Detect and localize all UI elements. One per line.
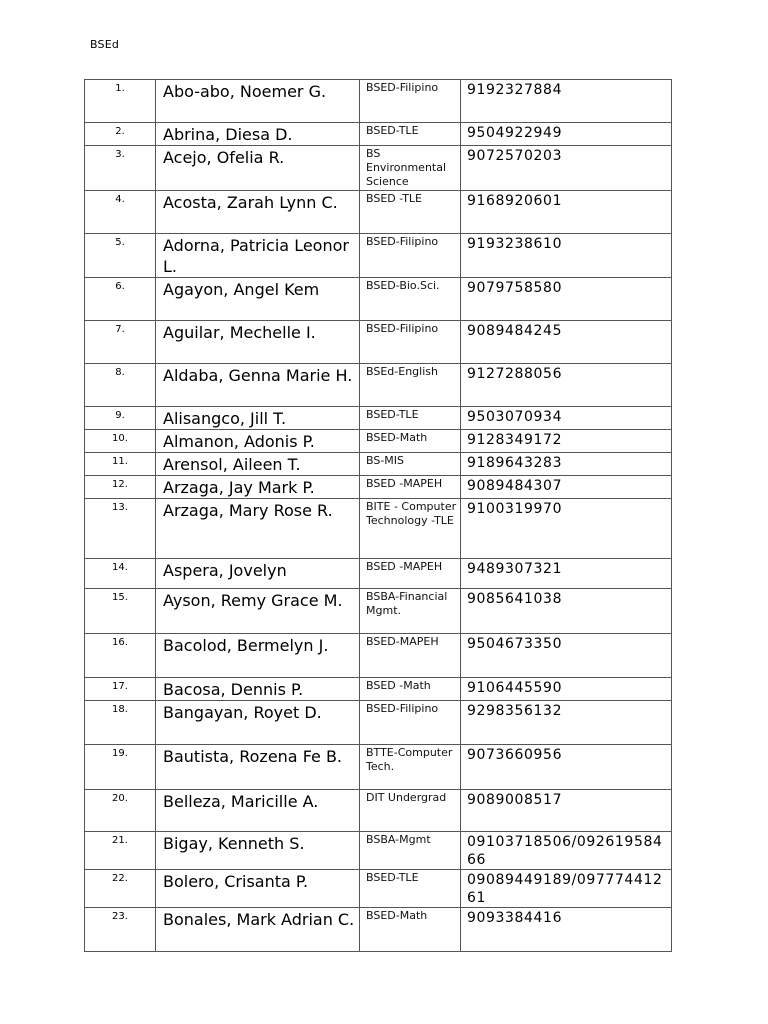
row-number: 17.	[85, 678, 156, 701]
program: BSED-Math	[360, 430, 461, 453]
table-row	[85, 191, 672, 234]
student-name: Acejo, Ofelia R.	[156, 146, 360, 191]
phone-number: 9073660956	[461, 745, 672, 790]
phone-number: 9089008517	[461, 790, 672, 832]
program: BSED-TLE	[360, 407, 461, 430]
program: BSED-Filipino	[360, 321, 461, 364]
student-name: Agayon, Angel Kem	[156, 278, 360, 321]
row-number: 22.	[85, 870, 156, 908]
student-name: Arensol, Aileen T.	[156, 453, 360, 476]
program: BSED-Bio.Sci.	[360, 278, 461, 321]
program: BSEd-English	[360, 364, 461, 407]
phone-number: 9100319970	[461, 499, 672, 559]
phone-number: 9504673350	[461, 634, 672, 678]
phone-number: 9106445590	[461, 678, 672, 701]
row-number: 20.	[85, 790, 156, 832]
row-number: 9.	[85, 407, 156, 430]
student-name: Bangayan, Royet D.	[156, 701, 360, 745]
program: BITE - Computer Technology -TLE	[360, 499, 461, 559]
student-name: Bacolod, Bermelyn J.	[156, 634, 360, 678]
student-name: Bonales, Mark Adrian C.	[156, 908, 360, 952]
row-number: 14.	[85, 559, 156, 589]
student-name: Aspera, Jovelyn	[156, 559, 360, 589]
student-name: Ayson, Remy Grace M.	[156, 589, 360, 634]
table-row	[85, 453, 672, 476]
document-header: BSEd	[90, 38, 120, 51]
student-name: Adorna, Patricia Leonor L.	[156, 234, 360, 278]
roster-table	[84, 79, 672, 952]
row-number: 15.	[85, 589, 156, 634]
table-row	[85, 634, 672, 678]
table-row	[85, 790, 672, 832]
program: BSED-Filipino	[360, 80, 461, 123]
row-number: 11.	[85, 453, 156, 476]
roster-body	[85, 80, 672, 952]
row-number: 13.	[85, 499, 156, 559]
program: BSED-TLE	[360, 870, 461, 908]
phone-number: 09089449189/09777441261	[461, 870, 672, 908]
program: BSED -TLE	[360, 191, 461, 234]
phone-number: 9085641038	[461, 589, 672, 634]
row-number: 16.	[85, 634, 156, 678]
student-name: Bolero, Crisanta P.	[156, 870, 360, 908]
phone-number: 9128349172	[461, 430, 672, 453]
table-row	[85, 832, 672, 870]
table-row	[85, 407, 672, 430]
phone-number: 9089484245	[461, 321, 672, 364]
table-row	[85, 364, 672, 407]
student-name: Bigay, Kenneth S.	[156, 832, 360, 870]
program: BSED -MAPEH	[360, 476, 461, 499]
student-name: Acosta, Zarah Lynn C.	[156, 191, 360, 234]
phone-number: 9504922949	[461, 123, 672, 146]
student-name: Aldaba, Genna Marie H.	[156, 364, 360, 407]
phone-number: 9127288056	[461, 364, 672, 407]
row-number: 18.	[85, 701, 156, 745]
row-number: 12.	[85, 476, 156, 499]
student-name: Bautista, Rozena Fe B.	[156, 745, 360, 790]
table-row	[85, 701, 672, 745]
table-row	[85, 146, 672, 191]
program: BSED-Filipino	[360, 701, 461, 745]
row-number: 21.	[85, 832, 156, 870]
student-name: Almanon, Adonis P.	[156, 430, 360, 453]
table-row	[85, 321, 672, 364]
row-number: 23.	[85, 908, 156, 952]
phone-number: 9192327884	[461, 80, 672, 123]
table-row	[85, 234, 672, 278]
student-name: Alisangco, Jill T.	[156, 407, 360, 430]
table-row	[85, 559, 672, 589]
student-name: Belleza, Maricille A.	[156, 790, 360, 832]
table-row	[85, 80, 672, 123]
phone-number: 9298356132	[461, 701, 672, 745]
program: BSED-Math	[360, 908, 461, 952]
row-number: 3.	[85, 146, 156, 191]
phone-number: 9089484307	[461, 476, 672, 499]
phone-number: 9093384416	[461, 908, 672, 952]
program: BS Environmental Science	[360, 146, 461, 191]
student-name: Abo-abo, Noemer G.	[156, 80, 360, 123]
table-row	[85, 745, 672, 790]
program: BSED-Filipino	[360, 234, 461, 278]
table-row	[85, 430, 672, 453]
student-name: Aguilar, Mechelle I.	[156, 321, 360, 364]
phone-number: 9193238610	[461, 234, 672, 278]
table-row	[85, 678, 672, 701]
program: BSED-MAPEH	[360, 634, 461, 678]
program: BSBA-Mgmt	[360, 832, 461, 870]
phone-number: 9079758580	[461, 278, 672, 321]
table-row	[85, 278, 672, 321]
row-number: 10.	[85, 430, 156, 453]
student-name: Bacosa, Dennis P.	[156, 678, 360, 701]
phone-number: 9189643283	[461, 453, 672, 476]
row-number: 8.	[85, 364, 156, 407]
row-number: 19.	[85, 745, 156, 790]
program: BTTE-Computer Tech.	[360, 745, 461, 790]
student-name: Arzaga, Mary Rose R.	[156, 499, 360, 559]
table-row	[85, 499, 672, 559]
program: DIT Undergrad	[360, 790, 461, 832]
phone-number: 9168920601	[461, 191, 672, 234]
program: BSED-TLE	[360, 123, 461, 146]
row-number: 2.	[85, 123, 156, 146]
program: BSBA-Financial Mgmt.	[360, 589, 461, 634]
row-number: 5.	[85, 234, 156, 278]
table-row	[85, 908, 672, 952]
table-row	[85, 123, 672, 146]
program: BS-MIS	[360, 453, 461, 476]
phone-number: 09103718506/09261958466	[461, 832, 672, 870]
row-number: 4.	[85, 191, 156, 234]
row-number: 7.	[85, 321, 156, 364]
program: BSED -Math	[360, 678, 461, 701]
table-row	[85, 870, 672, 908]
row-number: 6.	[85, 278, 156, 321]
row-number: 1.	[85, 80, 156, 123]
phone-number: 9503070934	[461, 407, 672, 430]
table-row	[85, 589, 672, 634]
phone-number: 9489307321	[461, 559, 672, 589]
student-name: Abrina, Diesa D.	[156, 123, 360, 146]
program: BSED -MAPEH	[360, 559, 461, 589]
student-name: Arzaga, Jay Mark P.	[156, 476, 360, 499]
table-row	[85, 476, 672, 499]
phone-number: 9072570203	[461, 146, 672, 191]
